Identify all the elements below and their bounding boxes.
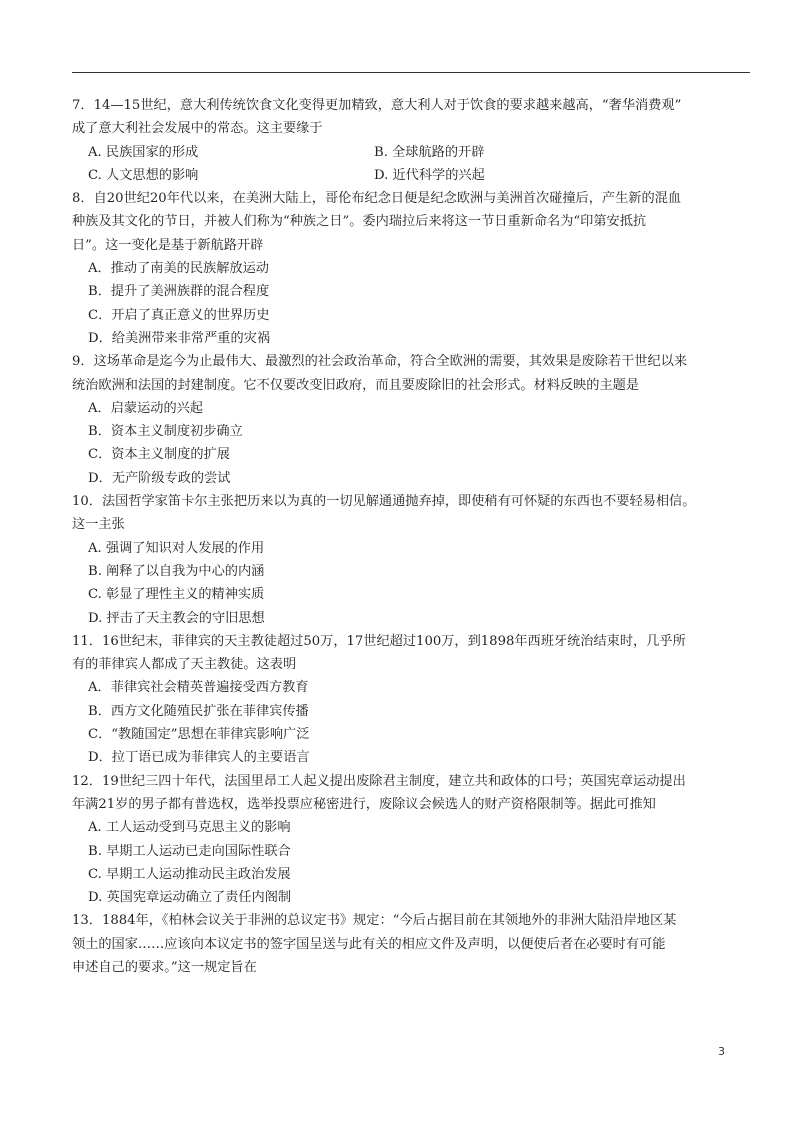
question-11	[72, 630, 762, 770]
option-a: A. 工人运动受到马克思主义的影响	[88, 820, 291, 836]
stem-line: 申述自己的要求。”这一规定旨在	[72, 959, 257, 975]
stem-line: 年满21岁的男子都有普选权，选举投票应秘密进行，废除议会候选人的财产资格限制等。据此可推知	[72, 796, 656, 812]
question-stem	[72, 490, 762, 537]
option-c: C. 彰显了理性主义的精神实质	[88, 587, 265, 603]
stem-line: 这一主张	[72, 517, 125, 533]
option-d: D. 抨击了天主教会的守旧思想	[88, 610, 265, 626]
question-9	[72, 350, 762, 490]
option-d: D. 近代科学的兴起	[374, 167, 485, 183]
question-stem	[72, 350, 762, 397]
stem-line: 成了意大利社会发展中的常态。这主要缘于	[72, 121, 323, 137]
option-d: D．给美洲带来非常严重的灾祸	[88, 330, 271, 346]
stem-line: 11．16世纪末，菲律宾的天主教徒超过50万，17世纪超过100万，到1898年西班牙统治结束时，几乎所	[72, 633, 686, 649]
option-d: D. 英国宪章运动确立了责任内阁制	[88, 890, 292, 906]
stem-line: 12．19世纪三四十年代，法国里昂工人起义提出废除君主制度，建立共和政体的口号；英国宪章运动提出	[72, 773, 686, 789]
option-a: A．启蒙运动的兴起	[88, 400, 204, 416]
option-b: B. 全球航路的开辟	[374, 144, 485, 160]
question-list	[72, 94, 762, 979]
stem-line: 9．这场革命是迄今为止最伟大、最激烈的社会政治革命，符合全欧洲的需要，其效果是废除若干世纪以来	[72, 354, 688, 370]
question-8	[72, 187, 762, 350]
stem-line: 种族及其文化的节日，并被人们称为“种族之日”。委内瑞拉后来将这一节日重新命名为“印第安抵抗	[72, 214, 647, 230]
option-c: C．“教随国定”思想在菲律宾影响广泛	[88, 727, 310, 743]
option-a: A. 民族国家的形成	[88, 144, 199, 160]
question-stem	[72, 630, 762, 677]
options	[72, 141, 762, 188]
option-a: A．菲律宾社会精英普遍接受西方教育	[88, 680, 309, 696]
option-b: B. 阐释了以自我为中心的内涵	[88, 563, 265, 579]
option-c: C. 人文思想的影响	[88, 167, 199, 183]
stem-line: 8．自20世纪20年代以来，在美洲大陆上，哥伦布纪念日便是纪念欧洲与美洲首次碰撞后，产生新的混血	[72, 191, 682, 207]
stem-line: 7．14—15世纪，意大利传统饮食文化变得更加精致，意大利人对于饮食的要求越来越高，“奢华消费观”	[72, 98, 682, 113]
stem-line: 13．1884年，《柏林会议关于非洲的总议定书》规定：“今后占据目前在其领地外的非洲大陆沿岸地区某	[72, 913, 677, 929]
option-b: B．资本主义制度初步确立	[88, 424, 243, 440]
option-b: B．西方文化随殖民扩张在菲律宾传播	[88, 703, 309, 719]
option-b: B. 早期工人运动已走向国际性联合	[88, 843, 291, 859]
stem-line: 领土的国家……应该向本议定书的签字国呈送与此有关的相应文件及声明，以便使后者在必要时有可能	[72, 936, 666, 952]
question-stem	[72, 187, 762, 257]
option-a: A．推动了南美的民族解放运动	[88, 261, 269, 277]
options	[72, 257, 762, 350]
header-rule	[72, 72, 750, 73]
option-c: C．资本主义制度的扩展	[88, 447, 230, 463]
options	[72, 537, 762, 630]
question-10	[72, 490, 762, 630]
option-c: C．开启了真正意义的世界历史	[88, 307, 270, 323]
option-a: A. 强调了知识对人发展的作用	[88, 540, 265, 556]
options	[72, 676, 762, 769]
question-stem	[72, 770, 762, 817]
question-stem	[72, 94, 762, 141]
question-12	[72, 770, 762, 910]
option-c: C. 早期工人运动推动民主政治发展	[88, 866, 291, 882]
option-d: D．拉丁语已成为菲律宾人的主要语言	[88, 750, 310, 766]
page-number: 3	[718, 1045, 725, 1058]
stem-line: 统治欧洲和法国的封建制度。它不仅要改变旧政府，而且要废除旧的社会形式。材料反映的主题是	[72, 377, 640, 393]
options	[72, 397, 762, 490]
stem-line: 日”。这一变化是基于新航路开辟	[72, 237, 264, 253]
option-b: B．提升了美洲族群的混合程度	[88, 284, 270, 300]
options	[72, 816, 762, 909]
question-stem	[72, 909, 762, 979]
question-13	[72, 909, 762, 979]
stem-line: 有的菲律宾人都成了天主教徒。这表明	[72, 657, 297, 673]
question-7	[72, 94, 762, 187]
option-d: D．无产阶级专政的尝试	[88, 470, 231, 486]
stem-line: 10．法国哲学家笛卡尔主张把历来以为真的一切见解通通抛弃掉，即使稍有可怀疑的东西也不要轻易相信。	[72, 494, 696, 510]
